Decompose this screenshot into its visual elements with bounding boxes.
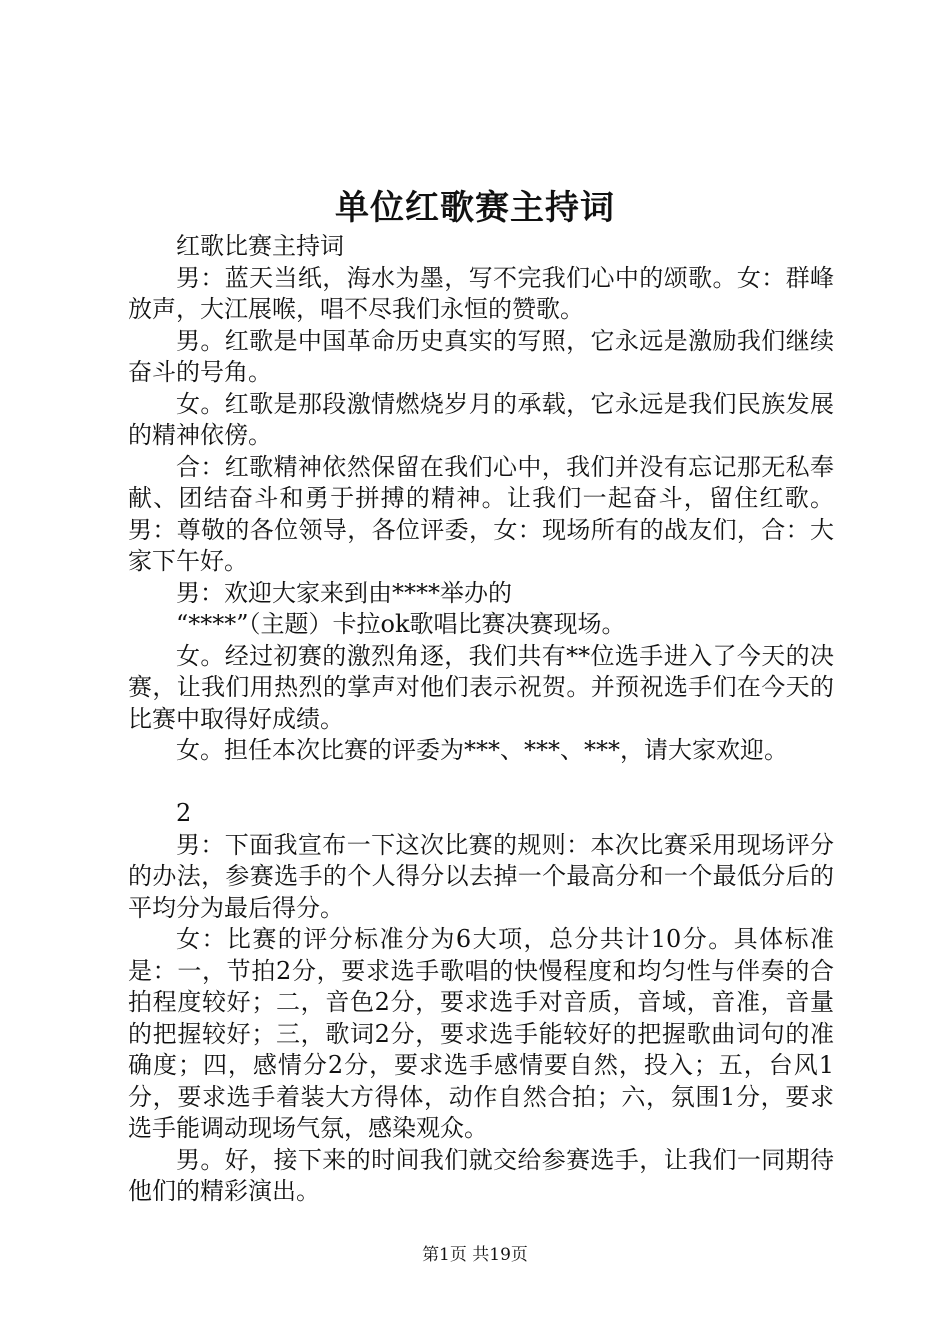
blank-line <box>128 767 834 799</box>
paragraph: 男：欢迎大家来到由****举办的 <box>176 578 512 607</box>
paragraph: 女。经过初赛的激烈角逐，我们共有**位选手进入了今天的决赛，让我们用热烈的掌声对他们表示祝贺。并预祝选手们在今天的比赛中取得好成绩。 <box>128 641 834 733</box>
paragraph: 红歌比赛主持词 <box>176 232 344 260</box>
paragraph: 男。好，接下来的时间我们就交给参赛选手，让我们一同期待他们的精彩演出。 <box>128 1145 834 1205</box>
paragraph: 女：比赛的评分标准分为6大项，总分共计10分。具体标准是：一，节拍2分，要求选手歌唱的快慢程度和均匀性与伴奏的合拍程度较好；二，音色2分，要求选手对音质，音域，音准，音量的把握较好；三，歌词2分，要求选手能较好的把握歌曲词句的准确度；四，感情分2分，要求选手感情要自然，投入；五，台风1分，要求选手着装大方得体，动作自然合拍；六，氛围1分，要求选手能调动现场气氛，感染观众。 <box>128 925 834 1142</box>
document-title: 单位红歌赛主持词 <box>335 188 615 228</box>
paragraph: “****”（主题）卡拉ok歌唱比赛决赛现场。 <box>176 610 626 638</box>
document-body <box>128 231 834 1208</box>
paragraph: 女。担任本次比赛的评委为***、***、***，请大家欢迎。 <box>176 736 788 764</box>
paragraph: 男：蓝天当纸，海水为墨，写不完我们心中的颂歌。女：群峰放声，大江展喉，唱不尽我们永恒的赞歌。 <box>128 263 834 323</box>
paragraph: 男：下面我宣布一下这次比赛的规则：本次比赛采用现场评分的办法，参赛选手的个人得分以去掉一个最高分和一个最低分后的平均分为最后得分。 <box>128 830 834 922</box>
paragraph: 男。红歌是中国革命历史真实的写照，它永远是激励我们继续奋斗的号角。 <box>128 326 834 386</box>
page-break-number: 2 <box>176 799 192 827</box>
paragraph: 合：红歌精神依然保留在我们心中，我们并没有忘记那无私奉献、团结奋斗和勇于拼搏的精神。让我们一起奋斗，留住红歌。男：尊敬的各位领导，各位评委，女：现场所有的战友们，合：大家下午好。 <box>128 452 834 575</box>
page-footer: 第1页 共19页 <box>422 1245 528 1265</box>
paragraph: 女。红歌是那段激情燃烧岁月的承载，它永远是我们民族发展的精神依傍。 <box>128 389 834 449</box>
